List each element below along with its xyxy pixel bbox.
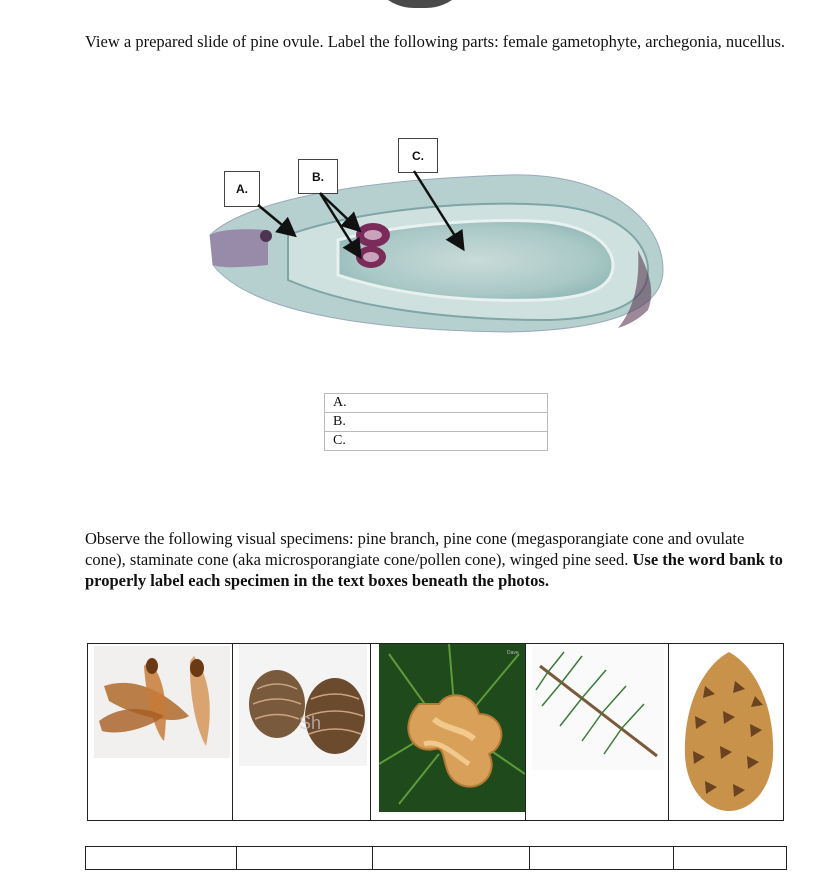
specimen-cell-1 — [88, 644, 233, 821]
answer-label-a: A. — [325, 394, 548, 413]
specimen-instructions — [85, 528, 785, 591]
specimen-cell-2 — [233, 644, 371, 821]
pine-branch-photo — [532, 646, 664, 770]
label-box-4[interactable] — [530, 847, 674, 870]
diagram-label-b: B. — [298, 159, 338, 194]
answer-table — [324, 393, 548, 451]
photo-watermark: Sh — [299, 713, 322, 733]
specimen-cell-4 — [526, 644, 669, 821]
answer-row-b[interactable] — [325, 413, 548, 432]
specimen-instructions-text: Observe the following visual specimens: pine branch, pine cone (megasporangiate cone and ovulate cone), staminate cone (aka microsporangiate cone/pollen cone), winged pine seed. — [85, 529, 745, 569]
winged-pine-seed-photo — [94, 646, 230, 758]
specimen-instructions-bold: Use the word bank to properly label each specimen in the text boxes beneath the photos. — [85, 550, 783, 590]
diagram-label-a: A. — [224, 171, 260, 207]
answer-label-c: C. — [325, 432, 548, 451]
photo-watermark-3: Dave — [507, 650, 519, 656]
answer-row-a[interactable] — [325, 394, 548, 413]
staminate-cone-photo — [379, 644, 525, 812]
specimen-cell-5 — [669, 644, 784, 821]
label-box-3[interactable] — [373, 847, 530, 870]
answer-row-c[interactable] — [325, 432, 548, 451]
top-tab-shape — [368, 0, 472, 8]
answer-label-b: B. — [325, 413, 548, 432]
ovulate-pine-cone-photo — [675, 646, 783, 814]
label-box-5[interactable] — [674, 847, 787, 870]
ovule-instructions: View a prepared slide of pine ovule. Label the following parts: female gametophyte, archegonia, nucellus. — [85, 32, 786, 51]
diagram-label-c: C. — [398, 138, 438, 173]
specimen-label-table — [85, 846, 787, 870]
pine-ovule-micrograph — [208, 160, 668, 345]
specimen-cell-3 — [371, 644, 526, 821]
label-box-2[interactable] — [237, 847, 373, 870]
specimen-photo-table — [87, 643, 784, 821]
pine-cone-pair-photo — [239, 644, 367, 766]
label-box-1[interactable] — [86, 847, 237, 870]
